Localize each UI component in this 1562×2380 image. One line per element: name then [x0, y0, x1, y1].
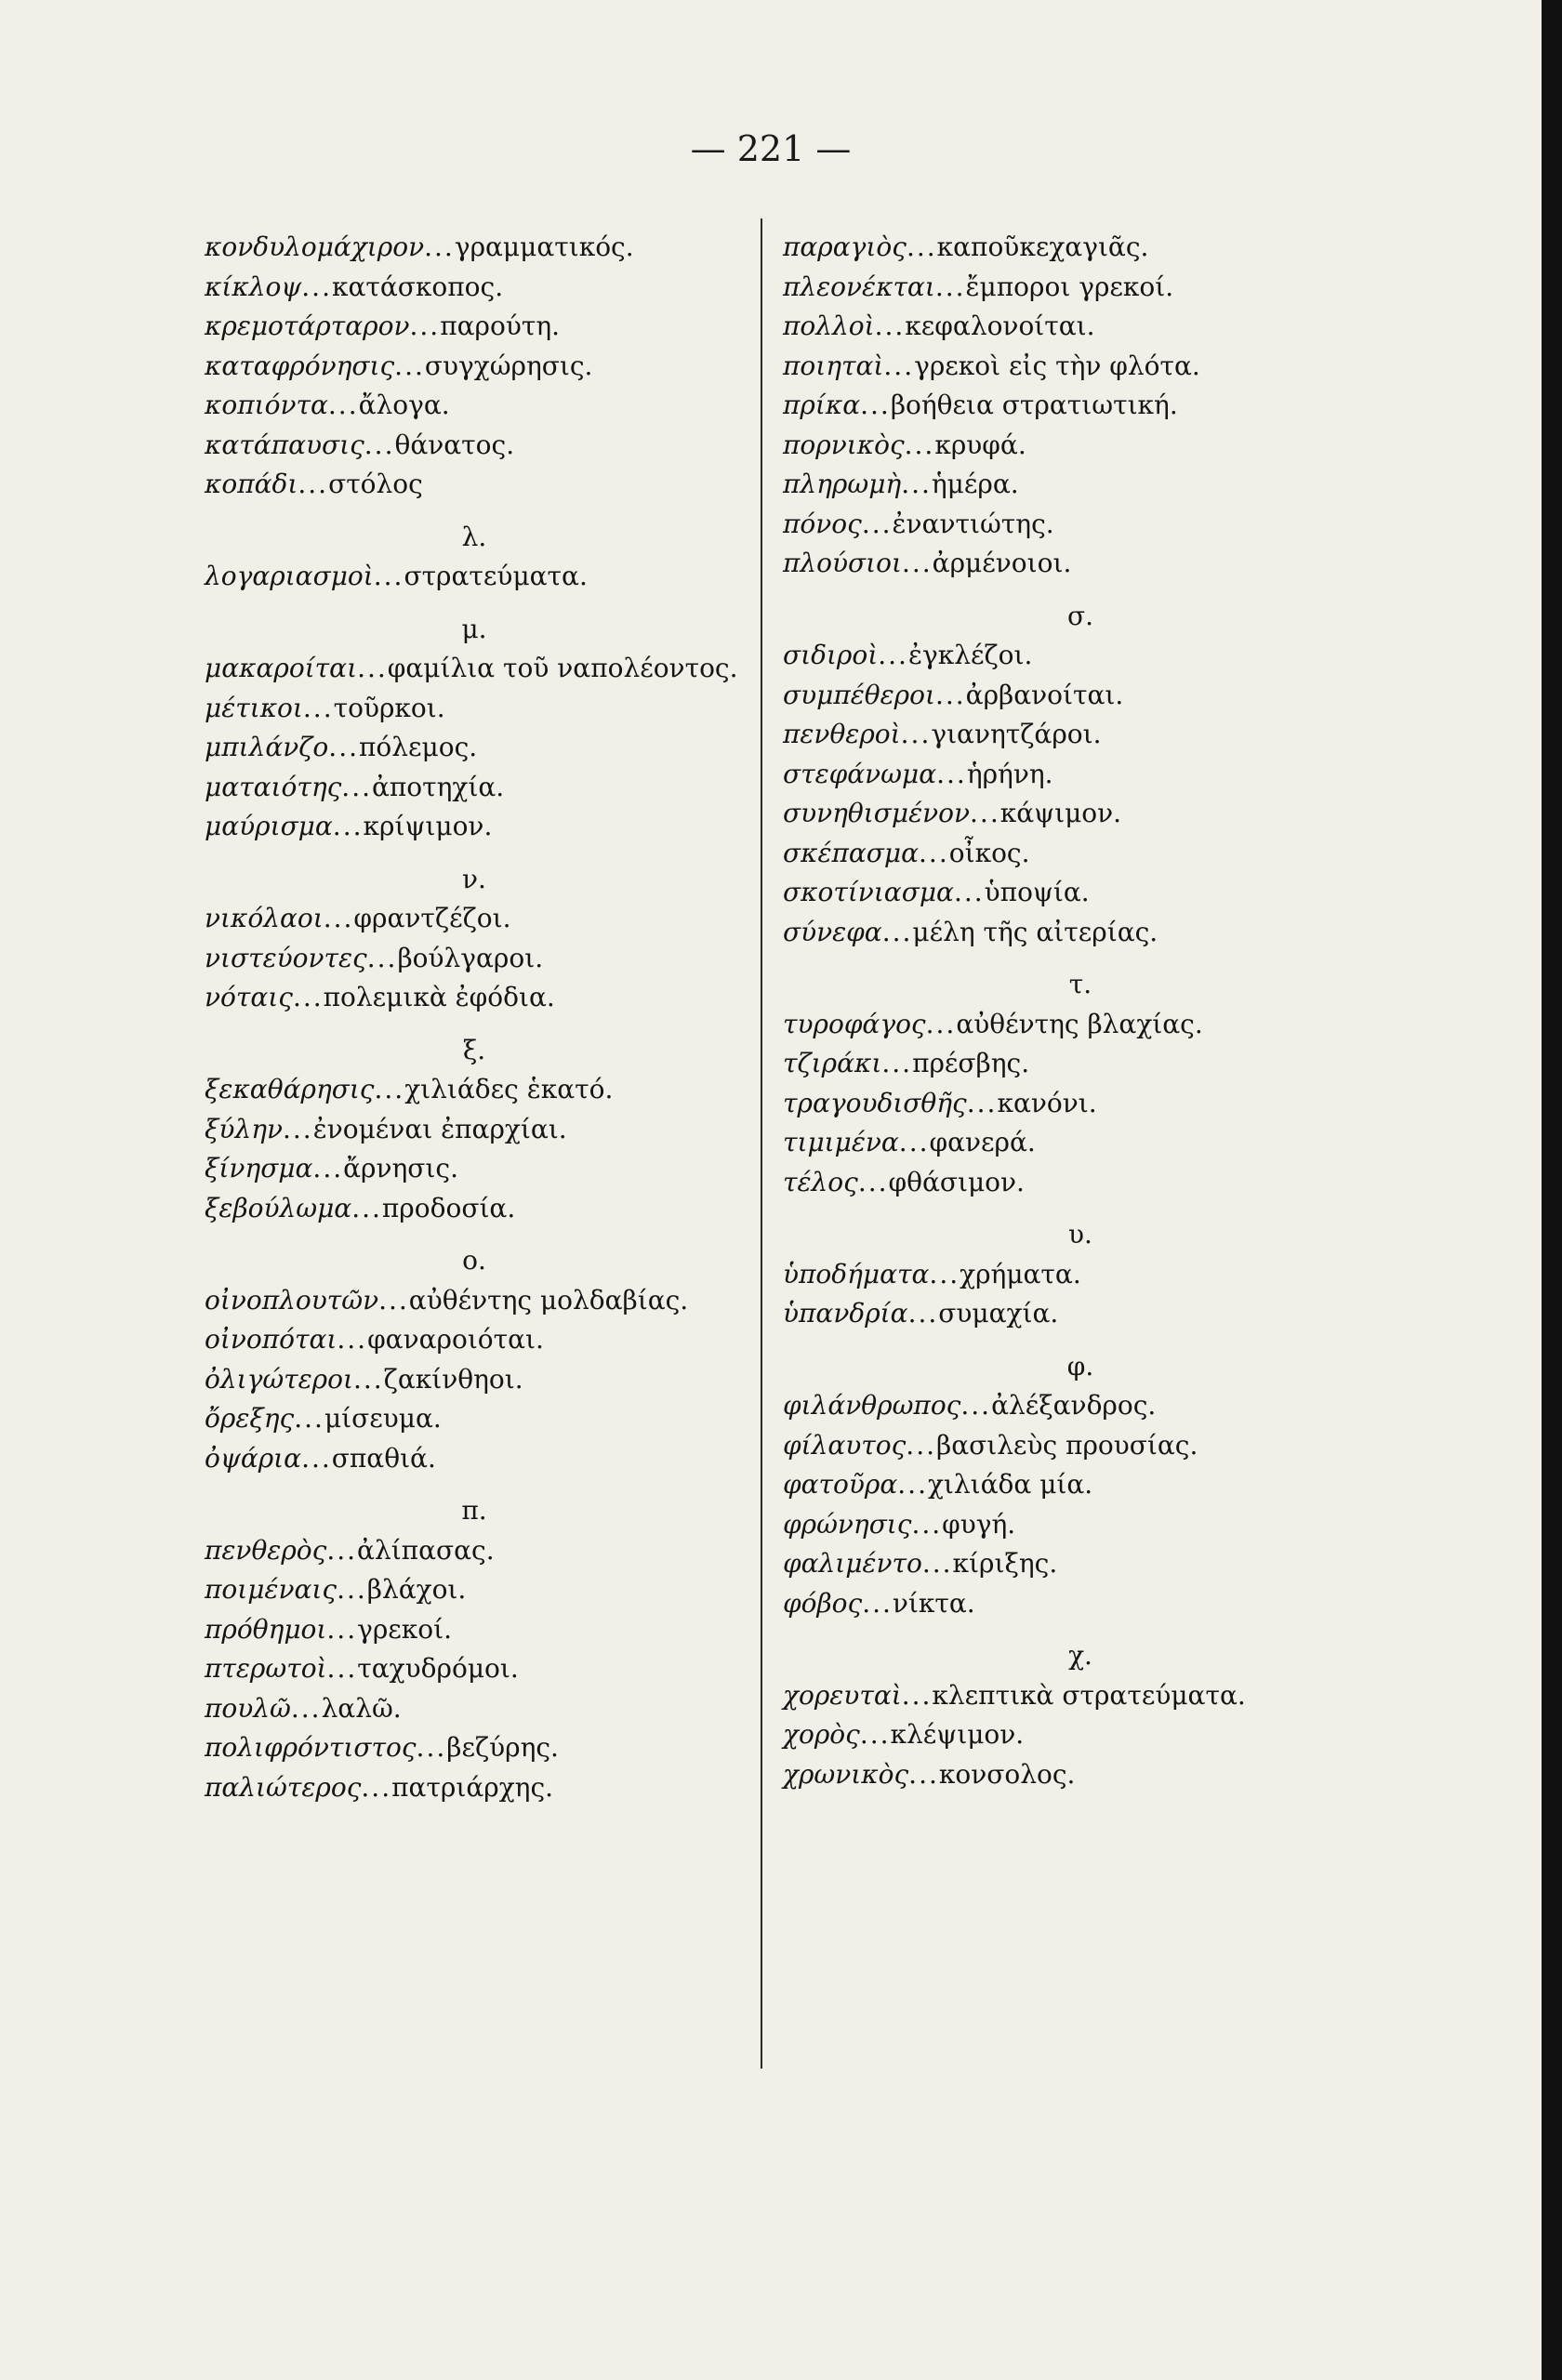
glossary-entry: [783, 1584, 1378, 1624]
entry-separator: ...: [862, 1587, 893, 1619]
glossary-entry: [783, 268, 1378, 308]
entry-term: οἰνοπλουτῶν: [205, 1284, 379, 1316]
entry-separator: ...: [366, 942, 398, 973]
entry-term: φατοῦρα: [783, 1469, 898, 1500]
entry-meaning: κονσολος.: [938, 1758, 1076, 1790]
entry-term: κίκλοψ: [205, 271, 302, 302]
glossary-entry: [783, 755, 1378, 795]
entry-separator: ...: [883, 350, 915, 381]
entry-meaning: ἀρβανοίται.: [965, 679, 1124, 710]
entry-separator: ...: [394, 350, 425, 381]
entry-separator: ...: [328, 732, 359, 762]
entry-separator: ...: [908, 1758, 939, 1790]
entry-term: ὀψάρια: [205, 1442, 302, 1474]
section-spacer: [205, 847, 744, 860]
section-letter-heading: χ.: [1068, 1640, 1092, 1671]
entry-separator: ...: [341, 771, 372, 802]
glossary-entry: [205, 1281, 744, 1321]
section-letter-heading: λ.: [461, 521, 487, 552]
entry-separator: ...: [878, 640, 908, 670]
entry-term: λογαριασμοὶ: [205, 561, 374, 591]
entry-meaning: στρατεύματα.: [404, 561, 588, 591]
entry-meaning: κλεπτικὰ στρατεύματα.: [932, 1679, 1246, 1711]
glossary-entry: [205, 1531, 744, 1571]
section-spacer: [783, 584, 1378, 597]
entry-term: συνηθισμένον: [783, 798, 971, 828]
entry-meaning: πόλεμος.: [359, 732, 478, 762]
entry-separator: ...: [337, 1324, 368, 1355]
entry-meaning: ἐνομέναι ἐπαρχίαι.: [312, 1113, 567, 1144]
glossary-entry: [783, 386, 1378, 426]
entry-separator: ...: [859, 1719, 891, 1750]
section-letter-heading: ν.: [462, 863, 486, 894]
glossary-entry: [205, 1149, 744, 1189]
entry-meaning: ταχυδρόμοι.: [357, 1653, 519, 1684]
entry-separator: ...: [332, 811, 364, 841]
section-letter-heading: ο.: [462, 1245, 486, 1276]
entry-meaning: φαμίλια τοῦ ναπολέοντος.: [387, 653, 738, 683]
entry-meaning: κρυφά.: [934, 429, 1026, 460]
entry-separator: ...: [290, 1692, 322, 1724]
entry-meaning: μίσευμα.: [324, 1403, 442, 1434]
entry-meaning: ἄρνησις.: [343, 1153, 458, 1183]
section-letter-heading: υ.: [1068, 1219, 1092, 1250]
entry-separator: ...: [301, 271, 332, 302]
glossary-entry: [205, 1189, 744, 1229]
entry-separator: ...: [934, 271, 966, 302]
entry-meaning: πολεμικὰ ἐφόδια.: [323, 982, 555, 1012]
entry-term: ξεβούλωμα: [205, 1192, 352, 1223]
entry-term: μακαροίται: [205, 653, 358, 683]
section-letter-heading: μ.: [461, 613, 487, 644]
glossary-entry: [205, 307, 744, 347]
entry-term: ξύλην: [205, 1113, 283, 1144]
entry-meaning: μέλη τῆς αἰτερίας.: [912, 916, 1158, 947]
glossary-entry: [783, 426, 1378, 466]
glossary-entry: [205, 649, 744, 689]
entry-meaning: χιλιάδες ἑκατό.: [404, 1074, 614, 1104]
entry-term: κρεμοτάρταρον: [205, 311, 410, 341]
section-spacer: [205, 1478, 744, 1491]
entry-term: χρωνικὸς: [783, 1758, 909, 1790]
glossary-entry: [783, 1044, 1378, 1084]
entry-meaning: προδοσία.: [381, 1192, 516, 1223]
entry-separator: ...: [881, 916, 913, 947]
glossary-entry: [205, 347, 744, 387]
glossary-entry: [205, 1768, 744, 1808]
entry-meaning: ἀλίπασας.: [357, 1534, 495, 1566]
entry-separator: ...: [361, 1771, 392, 1803]
glossary-entry: [783, 1123, 1378, 1163]
glossary-entry: [783, 1005, 1378, 1045]
entry-separator: ...: [301, 1442, 332, 1474]
entry-term: τιμιμένα: [783, 1127, 899, 1157]
glossary-entry: [783, 465, 1378, 505]
entry-term: κοπάδι: [205, 469, 298, 499]
entry-term: στεφάνωμα: [783, 758, 937, 789]
entry-term: μαύρισμα: [205, 811, 333, 841]
entry-separator: ...: [953, 877, 985, 907]
glossary-entry: [783, 347, 1378, 387]
glossary-entry: [205, 768, 744, 808]
glossary-entry: [783, 505, 1378, 545]
entry-meaning: ἐγκλέζοι.: [907, 640, 1033, 670]
glossary-entry: [205, 557, 744, 597]
entry-term: πληρωμὴ: [783, 469, 902, 499]
glossary-entry: [783, 1465, 1378, 1505]
entry-separator: ...: [906, 231, 937, 262]
entry-separator: ...: [960, 1390, 992, 1421]
entry-separator: ...: [326, 1534, 358, 1566]
entry-separator: ...: [901, 1679, 933, 1711]
entry-term: παραγιὸς: [783, 231, 907, 262]
entry-separator: ...: [929, 1258, 960, 1289]
entry-separator: ...: [874, 311, 906, 341]
entry-meaning: φυγή.: [942, 1508, 1016, 1540]
glossary-entry: [783, 544, 1378, 584]
entry-term: μπιλάνζο: [205, 732, 329, 762]
entry-separator: ...: [424, 231, 455, 262]
entry-meaning: φραντζέζοι.: [353, 903, 511, 933]
entry-separator: ...: [337, 1574, 367, 1605]
entry-meaning: ἄλογα.: [358, 390, 450, 420]
glossary-entry: [205, 1649, 744, 1689]
entry-meaning: φθάσιμον.: [888, 1166, 1025, 1197]
entry-separator: ...: [327, 390, 359, 420]
entry-separator: ...: [897, 1469, 928, 1500]
entry-separator: ...: [919, 837, 949, 868]
glossary-entry: [783, 1294, 1378, 1334]
entry-term: φαλιμέντο: [783, 1548, 922, 1579]
entry-term: ὑπανδρία: [783, 1298, 908, 1329]
glossary-entry: [205, 1320, 744, 1360]
entry-meaning: ἔμποροι γρεκοί.: [965, 271, 1174, 302]
section-spacer: [783, 1334, 1378, 1347]
entry-term: ξίνησμα: [205, 1153, 313, 1183]
entry-term: καταφρόνησις: [205, 350, 395, 381]
glossary-entry: [783, 1426, 1378, 1466]
entry-term: φιλάνθρωπος: [783, 1390, 961, 1421]
entry-term: ματαιότης: [205, 771, 342, 802]
entry-term: νικόλαοι: [205, 903, 324, 933]
entry-separator: ...: [298, 469, 329, 499]
entry-meaning: κεφαλονοίται.: [905, 311, 1095, 341]
entry-term: πλούσιοι: [783, 548, 902, 578]
entry-term: πόνος: [783, 508, 862, 539]
entry-meaning: φαναροιόται.: [367, 1324, 544, 1355]
entry-term: φρώνησις: [783, 1508, 912, 1540]
entry-meaning: ὑποψία.: [984, 877, 1090, 907]
glossary-entry: [783, 873, 1378, 913]
entry-term: πολιφρόντιστος: [205, 1732, 417, 1763]
glossary-entry: [783, 228, 1378, 268]
entry-meaning: ἡμέρα.: [931, 469, 1019, 499]
entry-separator: ...: [373, 561, 404, 591]
entry-term: νόταις: [205, 982, 293, 1012]
entry-separator: ...: [936, 758, 967, 789]
glossary-entry: [783, 1084, 1378, 1124]
entry-meaning: στόλος: [328, 469, 423, 499]
entry-meaning: κίριξης.: [952, 1548, 1058, 1579]
entry-term: οἰνοπόται: [205, 1324, 338, 1355]
section-spacer: [783, 1202, 1378, 1215]
entry-term: χορευταὶ: [783, 1679, 902, 1711]
entry-separator: ...: [374, 1074, 405, 1104]
entry-separator: ...: [901, 469, 932, 499]
glossary-entry: [205, 939, 744, 979]
entry-separator: ...: [901, 548, 933, 578]
right-column: [783, 228, 1378, 1794]
glossary-entry: [205, 228, 744, 268]
glossary-entry: [205, 728, 744, 768]
column-divider: [761, 218, 762, 2069]
entry-meaning: βασιλεὺς προυσίας.: [936, 1429, 1198, 1461]
entry-meaning: τοῦρκοι.: [333, 692, 445, 723]
glossary-entry: [783, 715, 1378, 755]
entry-meaning: κλέψιμον.: [890, 1719, 1025, 1750]
entry-meaning: καποῦκεχαγιᾶς.: [936, 231, 1149, 262]
entry-term: σκέπασμα: [783, 837, 920, 868]
glossary-entry: [205, 1439, 744, 1479]
glossary-entry: [783, 1676, 1378, 1716]
entry-meaning: χιλιάδα μία.: [927, 1469, 1093, 1500]
entry-separator: ...: [294, 1403, 324, 1434]
entry-term: μέτικοι: [205, 692, 303, 723]
entry-term: πουλῶ: [205, 1692, 291, 1724]
entry-term: σιδιροὶ: [783, 640, 879, 670]
glossary-entry: [783, 1386, 1378, 1426]
page-number: — 221 —: [690, 128, 852, 169]
glossary-entry: [783, 913, 1378, 953]
glossary-entry: [783, 676, 1378, 716]
entry-term: κονδυλομάχιρον: [205, 231, 425, 262]
entry-meaning: βλάχοι.: [366, 1574, 467, 1605]
entry-meaning: ἀλέξανδρος.: [991, 1390, 1157, 1421]
entry-meaning: γραμματικός.: [454, 231, 634, 262]
entry-separator: ...: [351, 1192, 382, 1223]
glossary-entry: [205, 426, 744, 466]
entry-separator: ...: [921, 1548, 953, 1579]
entry-meaning: γιανητζάροι.: [931, 719, 1102, 749]
glossary-entry: [783, 1163, 1378, 1203]
section-spacer: [205, 1228, 744, 1241]
entry-separator: ...: [283, 1113, 313, 1144]
entry-meaning: γρεκοί.: [357, 1613, 453, 1645]
glossary-entry: [205, 268, 744, 308]
entry-meaning: συμαχία.: [938, 1298, 1059, 1329]
entry-separator: ...: [881, 1048, 913, 1078]
glossary-entry: [205, 807, 744, 847]
glossary-entry: [783, 1544, 1378, 1584]
glossary-entry: [783, 794, 1378, 834]
entry-meaning: σπαθιά.: [331, 1442, 436, 1474]
entry-term: τέλος: [783, 1166, 858, 1197]
entry-meaning: γρεκοὶ εἰς τὴν φλότα.: [914, 350, 1200, 381]
entry-meaning: συγχώρησις.: [424, 350, 593, 381]
entry-term: πενθερὸς: [205, 1534, 327, 1566]
entry-term: τζιράκι: [783, 1048, 882, 1078]
glossary-entry: [783, 1255, 1378, 1295]
entry-meaning: ἀποτηχία.: [372, 771, 505, 802]
entry-meaning: αὐθέντης μολδαβίας.: [408, 1284, 689, 1316]
glossary-entry: [205, 1110, 744, 1150]
entry-separator: ...: [934, 679, 966, 710]
section-letter-heading: φ.: [1066, 1350, 1094, 1382]
entry-term: σκοτίνιασμα: [783, 877, 954, 907]
entry-term: πολλοὶ: [783, 311, 875, 341]
entry-separator: ...: [925, 1008, 957, 1039]
entry-term: κατάπαυσις: [205, 429, 364, 460]
entry-separator: ...: [907, 1298, 939, 1329]
entry-term: πρίκα: [783, 390, 861, 420]
glossary-entry: [783, 834, 1378, 874]
entry-term: πλεονέκται: [783, 271, 935, 302]
glossary-entry: [205, 1610, 744, 1650]
entry-separator: ...: [860, 390, 891, 420]
entry-separator: ...: [911, 1508, 943, 1540]
entry-separator: ...: [904, 429, 935, 460]
glossary-entry: [205, 689, 744, 729]
glossary-entry: [205, 1360, 744, 1400]
entry-meaning: ἡρήνη.: [966, 758, 1053, 789]
entry-separator: ...: [409, 311, 441, 341]
entry-separator: ...: [970, 798, 1000, 828]
glossary-entry: [205, 1399, 744, 1439]
entry-meaning: κατάσκοπος.: [331, 271, 504, 302]
glossary-entry: [205, 1070, 744, 1110]
entry-separator: ...: [326, 1653, 358, 1684]
entry-meaning: πατριάρχης.: [391, 1771, 554, 1803]
section-spacer: [205, 505, 744, 518]
entry-meaning: πρέσβης.: [912, 1048, 1030, 1078]
entry-meaning: κανόνι.: [997, 1087, 1097, 1118]
glossary-entry: [205, 1689, 744, 1729]
entry-term: πενθεροὶ: [783, 719, 901, 749]
glossary-entry: [783, 1505, 1378, 1545]
entry-separator: ...: [352, 1363, 384, 1395]
section-spacer: [783, 952, 1378, 965]
section-spacer: [205, 597, 744, 610]
glossary-entry: [205, 1570, 744, 1610]
entry-meaning: κρίψιμον.: [363, 811, 493, 841]
entry-term: ποιηταὶ: [783, 350, 884, 381]
entry-term: τραγουδισθῆς: [783, 1087, 967, 1118]
entry-separator: ...: [326, 1613, 358, 1645]
entry-term: πτερωτοὶ: [205, 1653, 327, 1684]
entry-meaning: βούλγαροι.: [397, 942, 544, 973]
entry-term: χορὸς: [783, 1719, 860, 1750]
entry-separator: ...: [900, 719, 932, 749]
section-spacer: [205, 1018, 744, 1031]
glossary-entry: [205, 386, 744, 426]
entry-term: φόβος: [783, 1587, 863, 1619]
entry-term: ὀλιγώτεροι: [205, 1363, 353, 1395]
entry-meaning: νίκτα.: [892, 1587, 975, 1619]
entry-separator: ...: [861, 508, 893, 539]
entry-term: κοπιόντα: [205, 390, 328, 420]
glossary-entry: [205, 978, 744, 1018]
section-letter-heading: ξ.: [462, 1034, 486, 1065]
entry-meaning: παρούτη.: [440, 311, 561, 341]
entry-term: ξεκαθάρησις: [205, 1074, 375, 1104]
entry-term: τυροφάγος: [783, 1008, 926, 1039]
entry-meaning: θάνατος.: [394, 429, 515, 460]
glossary-entry: [783, 307, 1378, 347]
glossary-entry: [783, 1715, 1378, 1755]
entry-meaning: φανερά.: [929, 1127, 1036, 1157]
entry-term: πορνικὸς: [783, 429, 905, 460]
entry-separator: ...: [302, 692, 334, 723]
glossary-entry: [205, 899, 744, 939]
entry-term: πρόθημοι: [205, 1613, 327, 1645]
section-letter-heading: σ.: [1066, 600, 1093, 631]
entry-separator: ...: [323, 903, 354, 933]
entry-separator: ...: [357, 653, 388, 683]
entry-meaning: ἀρμένοιοι.: [932, 548, 1072, 578]
entry-meaning: ἐναντιώτης.: [892, 508, 1054, 539]
entry-term: ποιμέναις: [205, 1574, 338, 1605]
glossary-entry: [783, 636, 1378, 676]
scan-edge: [1542, 0, 1562, 2380]
entry-separator: ...: [312, 1153, 344, 1183]
entry-meaning: χρήματα.: [960, 1258, 1081, 1289]
entry-separator: ...: [906, 1429, 936, 1461]
section-letter-heading: τ.: [1068, 969, 1092, 999]
entry-term: ὑποδήματα: [783, 1258, 930, 1289]
entry-meaning: βοήθεια στρατιωτική.: [890, 390, 1178, 420]
entry-term: νιστεύοντες: [205, 942, 367, 973]
entry-term: συμπέθεροι: [783, 679, 935, 710]
entry-meaning: λαλῶ.: [321, 1692, 402, 1724]
glossary-entry: [205, 1728, 744, 1768]
entry-separator: ...: [364, 429, 395, 460]
entry-term: ὄρεξης: [205, 1403, 295, 1434]
entry-separator: ...: [416, 1732, 447, 1763]
entry-meaning: βεζύρης.: [446, 1732, 559, 1763]
entry-separator: ...: [898, 1127, 930, 1157]
left-column: [205, 228, 744, 1807]
entry-meaning: ζακίνθηοι.: [383, 1363, 523, 1395]
entry-separator: ...: [966, 1087, 998, 1118]
section-letter-heading: π.: [461, 1495, 487, 1526]
entry-separator: ...: [292, 982, 324, 1012]
entry-meaning: οἶκος.: [948, 837, 1030, 868]
section-spacer: [783, 1623, 1378, 1636]
entry-meaning: κάψιμον.: [999, 798, 1122, 828]
entry-separator: ...: [857, 1166, 889, 1197]
entry-meaning: αὐθέντης βλαχίας.: [956, 1008, 1203, 1039]
entry-term: παλιώτερος: [205, 1771, 362, 1803]
entry-term: φίλαυτος: [783, 1429, 907, 1461]
glossary-entry: [783, 1755, 1378, 1795]
glossary-entry: [205, 465, 744, 505]
entry-separator: ...: [378, 1284, 409, 1316]
entry-term: σύνεφα: [783, 916, 882, 947]
